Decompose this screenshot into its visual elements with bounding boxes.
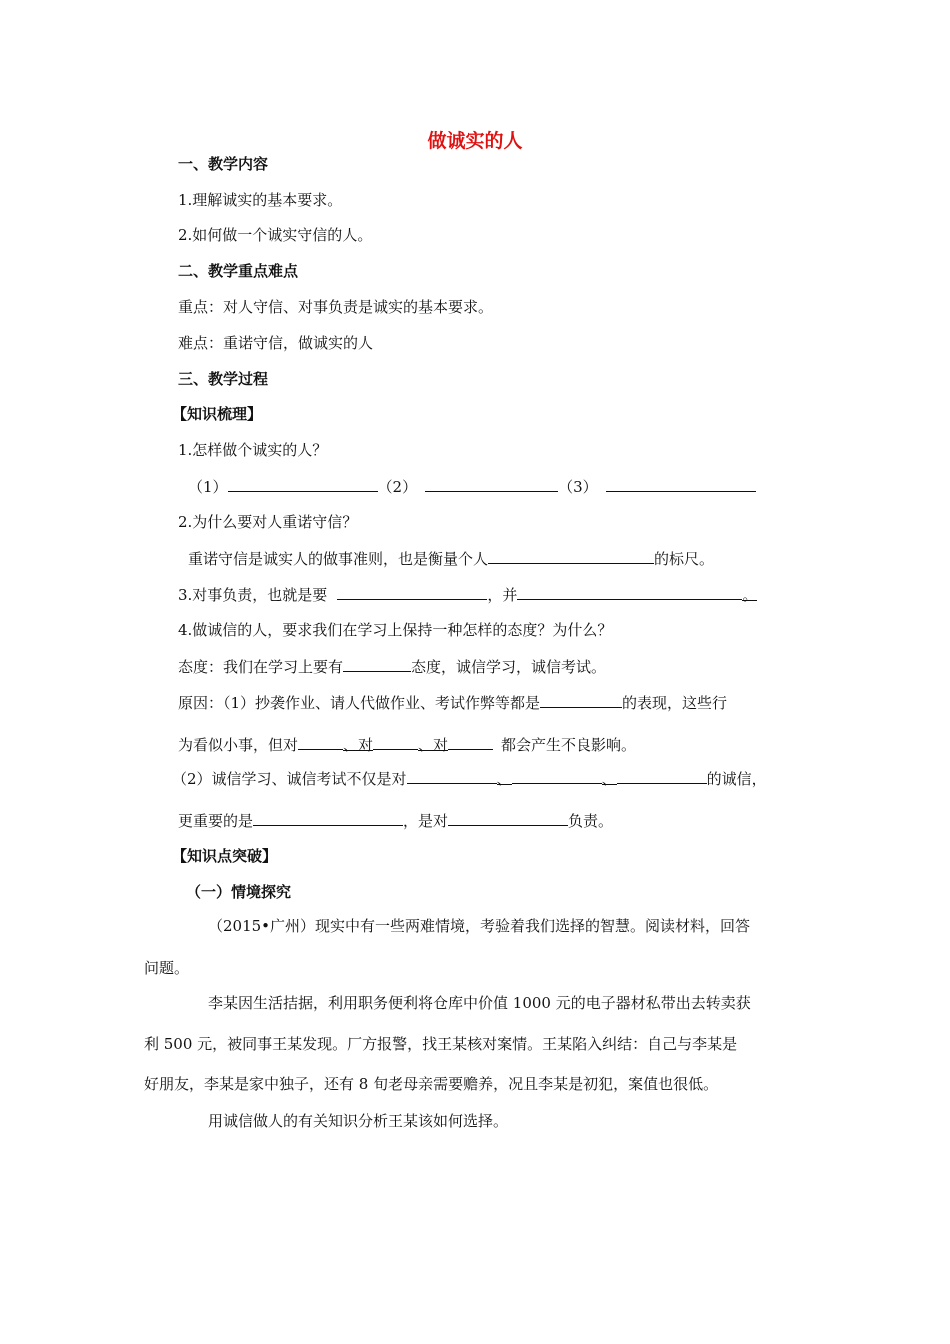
answer-blank[interactable] [373,734,418,750]
document-title: 做诚实的人 [427,130,523,152]
question-2-answer [188,548,714,569]
answer-blank[interactable] [540,692,622,708]
reason2-pre: （2）诚信学习、诚信考试不仅是对 [172,770,407,788]
question-1: 1.怎样做个诚实的人？ [178,441,328,459]
reason-line-2 [178,734,636,755]
paragraph-intro-line-1: （2015•广州）现实中有一些两难情境，考验着我们选择的智慧。阅读材料，回答 [208,917,751,935]
scenario-heading: （一）情境探究 [186,883,292,901]
section-heading-process: 三、教学过程 [178,370,269,388]
difficult-point-text: 难点：重诺守信，做诚实的人 [178,334,374,352]
reason-post: 的表现，这些行 [622,694,728,712]
answer-blank[interactable] [425,476,558,492]
reason-l2-dui-1: 、对 [343,736,374,754]
answer-blank[interactable] [617,768,707,784]
paragraph-intro-line-2: 问题。 [144,959,190,977]
answer-blank[interactable] [253,810,403,826]
answer-blank[interactable] [517,584,742,600]
answer-blank[interactable] [512,768,602,784]
reason2-post: 的诚信， [706,770,767,788]
answer-blank[interactable] [343,656,411,672]
reason-l2-pre: 为看似小事，但对 [178,736,299,754]
blank-label-2: （2） [377,478,418,496]
knowledge-review-heading: 【知识梳理】 [172,405,263,423]
paragraph-case-line-3: 好朋友，李某是家中独子，还有 8 旬老母亲需要赡养，况且李某是初犯，案值也很低。 [144,1075,719,1093]
reason2-l2-mid: ，是对 [403,812,449,830]
reason2-l2-pre: 更重要的是 [178,812,254,830]
question-3-pre: 3.对事负责，也就是要 [178,586,328,604]
answer-blank[interactable] [448,734,493,750]
content-item-1: 1.理解诚实的基本要求。 [178,191,343,209]
blank-label-1: （1） [188,478,228,496]
knowledge-breakthrough-heading: 【知识点突破】 [172,847,278,865]
answer-blank[interactable] [606,476,756,492]
question-3-mid: ，并 [487,586,518,604]
reason2-sep-1: 、 [496,770,512,788]
answer-blank[interactable] [337,584,487,600]
question-3 [178,584,757,605]
question-1-blanks [188,476,756,497]
answer-text-pre: 重诺守信是诚实人的做事准则，也是衡量个人 [188,550,489,568]
answer-blank[interactable] [488,548,654,564]
key-point-text: 重点：对人守信、对事负责是诚实的基本要求。 [178,298,494,316]
section-heading-key-points: 二、教学重点难点 [178,262,299,280]
answer-blank[interactable] [298,734,343,750]
answer-text-post: 的标尺。 [654,550,715,568]
reason-line-1 [178,692,727,713]
reason-pre: 原因：（1）抄袭作业、请人代做作业、考试作弊等都是 [178,694,541,712]
answer-blank[interactable] [228,476,378,492]
question-3-end: 。 [742,586,758,604]
reason2-l2-post: 负责。 [568,812,614,830]
attitude-line [178,656,606,677]
paragraph-case-line-2: 利 500 元，被同事王某发现。厂方报警，找王某核对案情。王某陷入纠结：自己与李某是 [144,1035,738,1053]
reason-l2-dui-2: 、对 [418,736,449,754]
question-4: 4.做诚信的人，要求我们在学习上保持一种怎样的态度？为什么？ [178,621,613,639]
paragraph-question: 用诚信做人的有关知识分析王某该如何选择。 [208,1112,509,1130]
content-item-2: 2.如何做一个诚实守信的人。 [178,226,373,244]
attitude-post: 态度，诚信学习，诚信考试。 [411,658,607,676]
answer-blank[interactable] [448,810,568,826]
answer-blank[interactable] [407,768,489,784]
reason2-sep-2: 、 [601,770,617,788]
question-2: 2.为什么要对人重诺守信？ [178,513,358,531]
attitude-pre: 态度：我们在学习上要有 [178,658,344,676]
paragraph-case-line-1: 李某因生活拮据，利用职务便利将仓库中价值 1000 元的电子器材私带出去转卖获 [208,994,751,1012]
blank-label-3: （3） [558,478,598,496]
reason-l2-post: 都会产生不良影响。 [501,736,637,754]
reason2-line-1 [172,768,767,789]
reason2-line-2 [178,810,613,831]
section-heading-content: 一、教学内容 [178,155,269,173]
